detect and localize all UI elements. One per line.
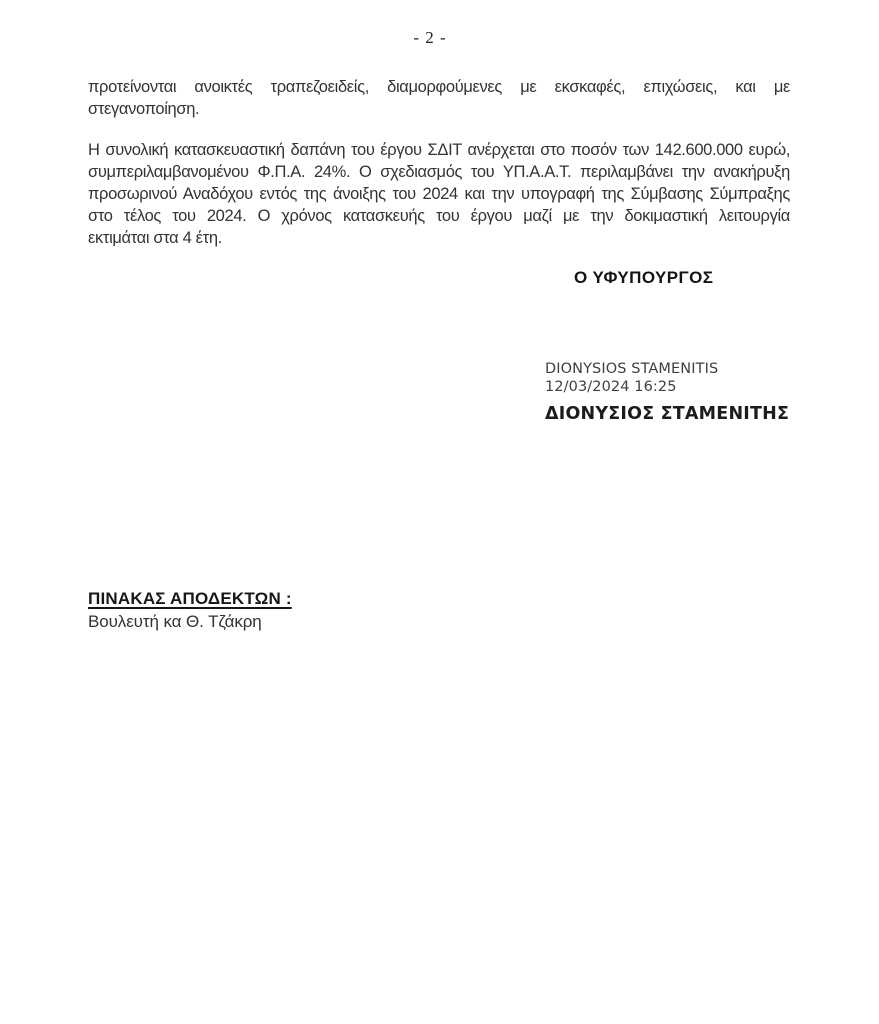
recipients-heading: ΠΙΝΑΚΑΣ ΑΠΟΔΕΚΤΩΝ : bbox=[88, 589, 292, 608]
stamp-signer-name: DIONYSIOS STAMENITIS bbox=[545, 361, 719, 377]
stamp-datetime: 12/03/2024 16:25 bbox=[545, 378, 677, 395]
paragraph-1-line-1: προτείνονται ανοικτές τραπεζοειδείς, διαμορφούμενες με εκσκαφές, επιχώσεις, και με bbox=[88, 78, 790, 96]
signer-printed-name: ΔΙΟΝΥΣΙΟΣ ΣΤΑΜΕΝΙΤΗΣ bbox=[545, 404, 790, 424]
paragraph-2-line-4: στο τέλος του 2024. Ο χρόνος κατασκευής του έργου μαζί με την δοκιμαστική λειτουργία bbox=[88, 207, 790, 225]
paragraph-1 bbox=[88, 76, 790, 120]
paragraph-2-line-5: εκτιμάται στα 4 έτη. bbox=[88, 229, 222, 247]
paragraph-2-line-2: συμπεριλαμβανομένου Φ.Π.Α. 24%. Ο σχεδιασμός του ΥΠ.Α.Α.Τ. περιλαμβάνει την ανακήρυξη bbox=[88, 163, 790, 181]
paragraph-2-line-3: προσωρινού Αναδόχου εντός της άνοιξης του 2024 και την υπογραφή της Σύμβασης Σύμπραξης bbox=[88, 185, 790, 203]
recipient-item: Βουλευτή κα Θ. Τζάκρη bbox=[88, 612, 262, 631]
paragraph-1-line-2: στεγανοποίηση. bbox=[88, 100, 200, 118]
digital-signature-stamp bbox=[545, 361, 718, 396]
paragraph-2 bbox=[88, 139, 790, 249]
recipients-section bbox=[88, 588, 292, 633]
paragraph-2-line-1: Η συνολική κατασκευαστική δαπάνη του έργου ΣΔΙΤ ανέρχεται στο ποσόν των 142.600.000 ευρώ, bbox=[88, 141, 790, 159]
signatory-title: Ο ΥΦΥΠΟΥΡΓΟΣ bbox=[574, 268, 714, 287]
page-number: - 2 - bbox=[413, 28, 447, 47]
